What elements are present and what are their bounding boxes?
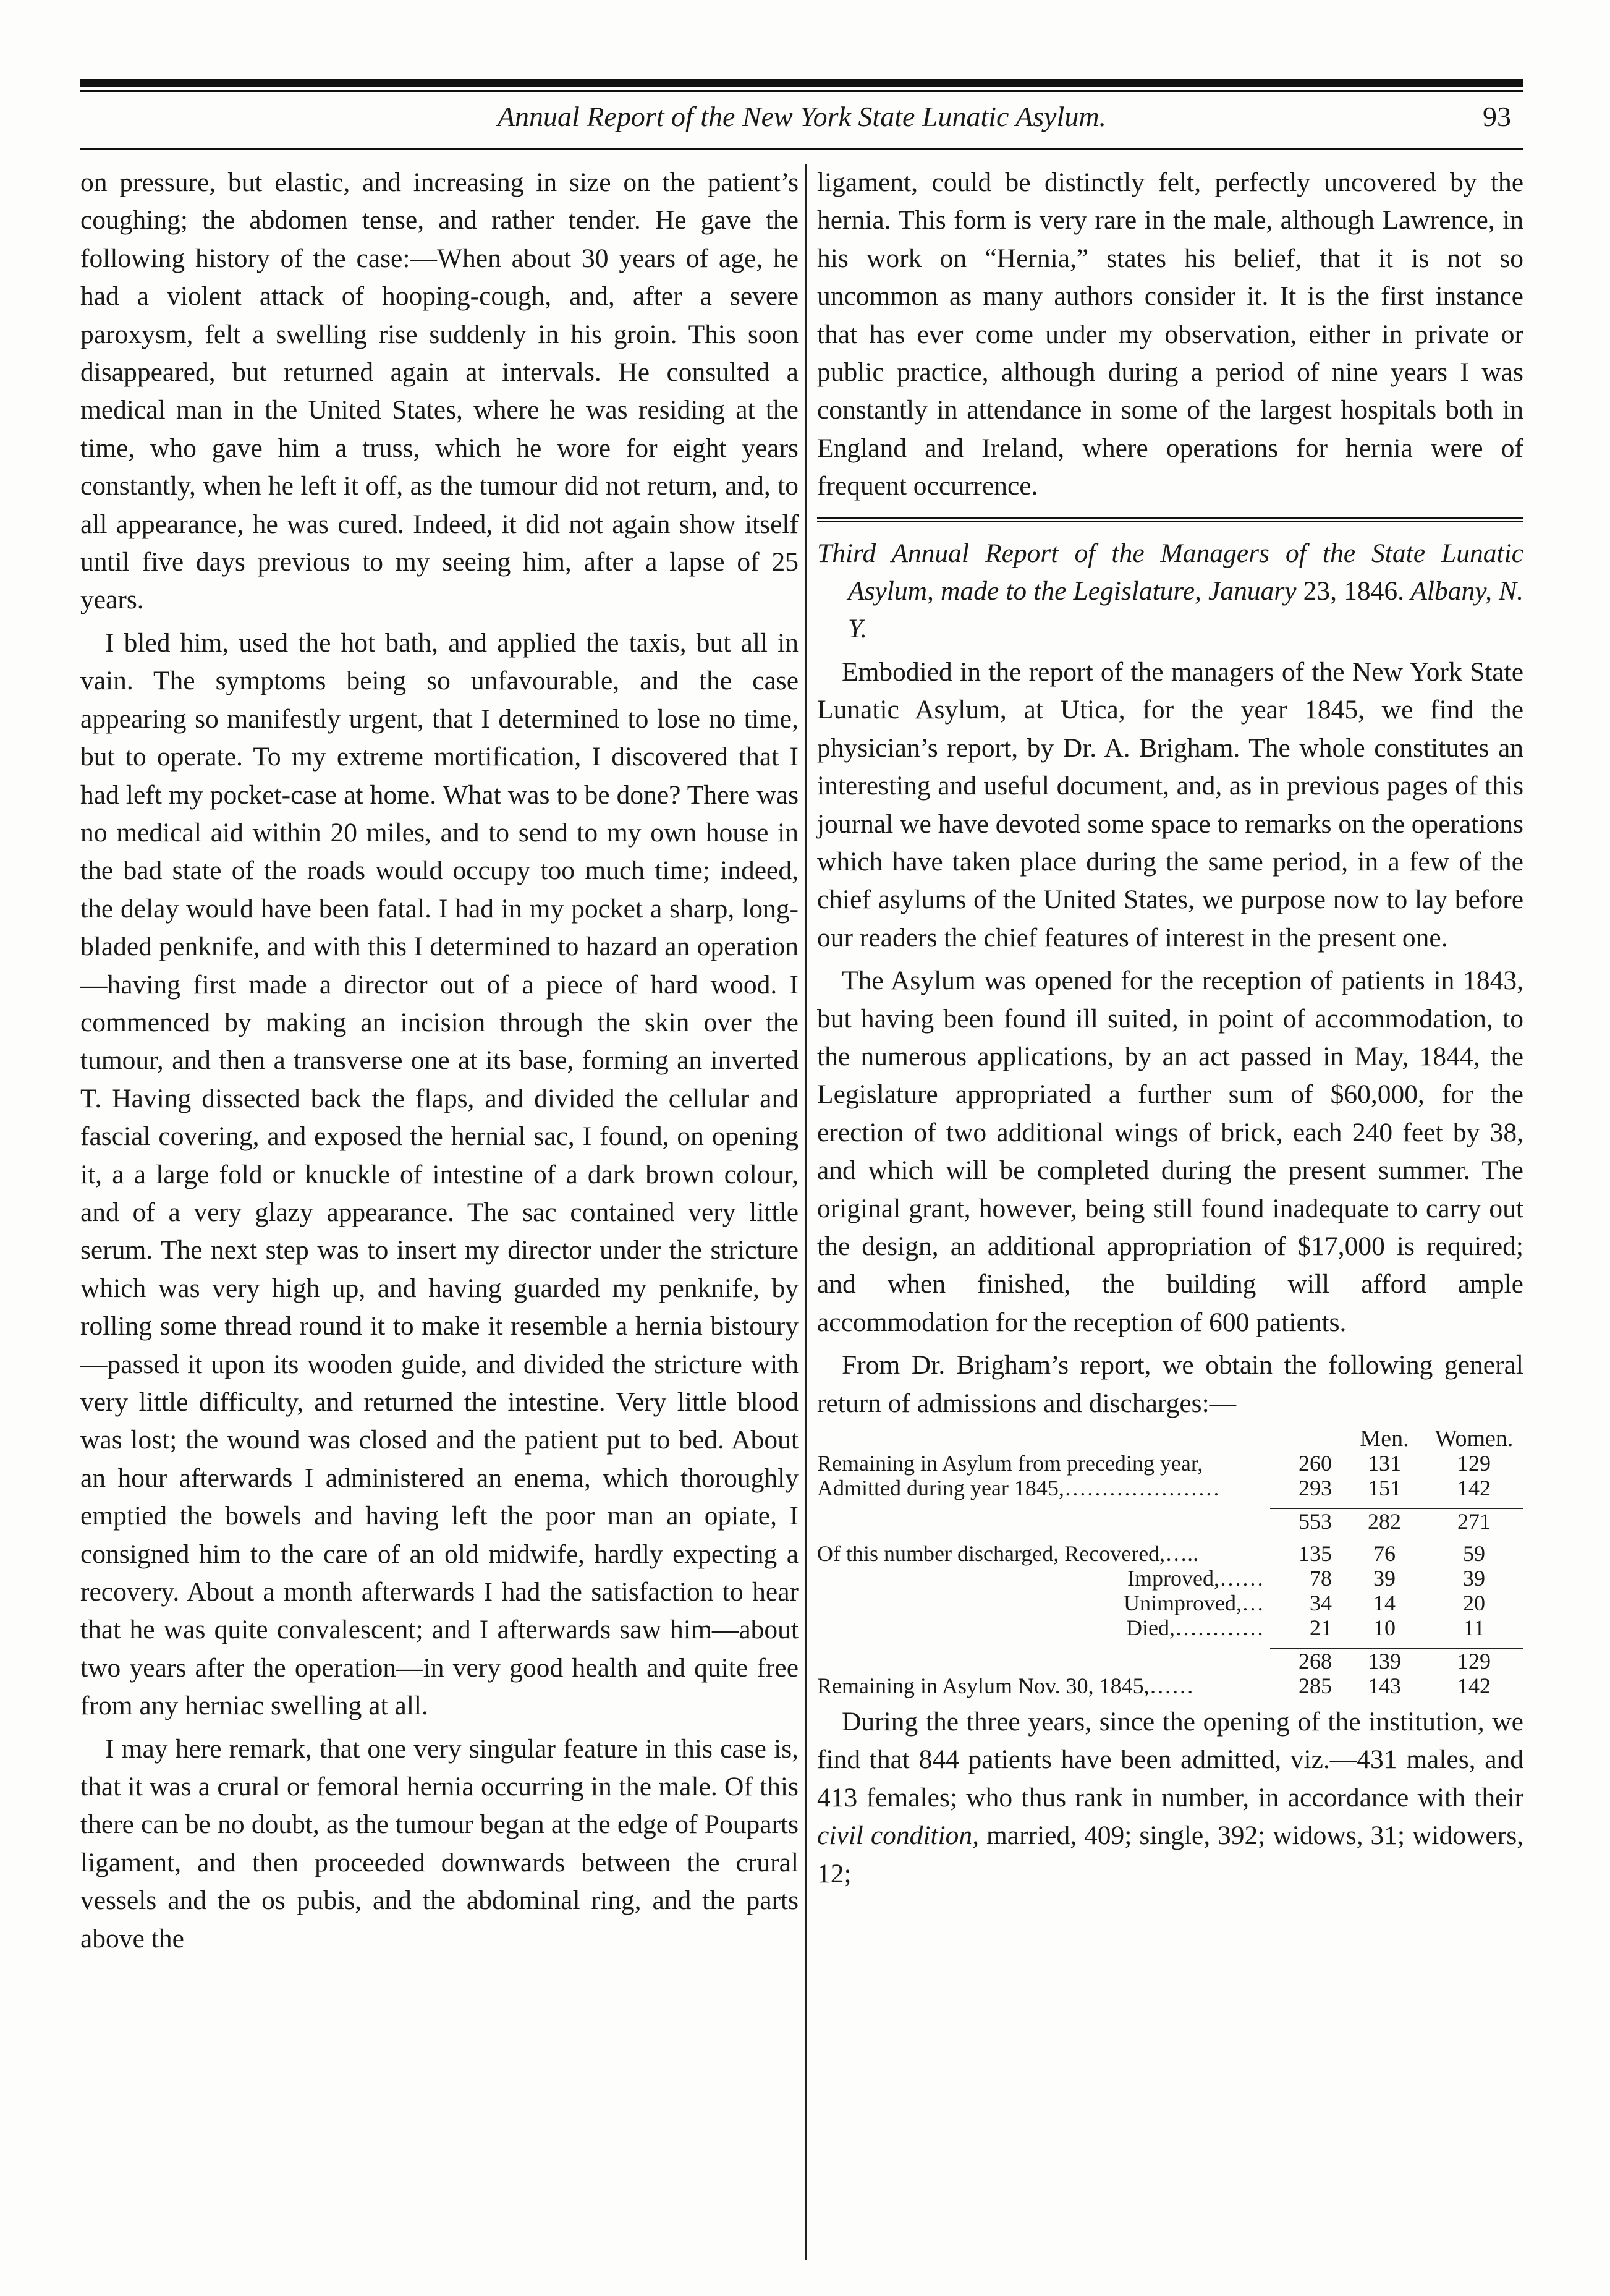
column-divider [805, 164, 807, 2260]
page-header [80, 100, 1523, 143]
table-row: Improved,…… 78 39 39 [817, 1566, 1523, 1591]
right-column [817, 164, 1523, 1893]
left-paragraph-2: I bled him, used the hot bath, and applied the taxis, but all in vain. The symptoms being so unfavourable, and the case appearing so manifestly urgent, that I determined to lose no time, but to operate. To my extreme mortification, I discovered that I had left my pocket-case at home. What was to be done? There was no medical aid within 20 miles, and to send to my own house in the bad state of the roads would occupy too much time; indeed, the delay would have been fatal. I had in my pocket a sharp, long-bladed penknife, and with this I determined to hazard an operation—having first made a director out of a piece of hard wood. I commenced by making an incision through the skin over the tumour, and then a transverse one at its base, forming an inverted T. Having dissected back the flaps, and divided the cellular and fascial covering, and exposed the hernial sac, I found, on opening it, a a large fold or knuckle of intestine of a dark brown colour, and of a very glazy appearance. The sac contained very little serum. The next step was to insert my director under the stricture which was very high up, and having guarded my penknife, by rolling some thread round it to make it resemble a hernia bistoury—passed it upon its wooden guide, and divided the stricture with very little difficulty, and returned the intestine. Very little blood was lost; the wound was closed and the patient put to bed. About an hour afterwards I administered an enema, which thoroughly emptied the bowels and having left the poor man an opiate, I consigned him to the care of an old midwife, hardly expecting a recovery. About a month afterwards I had the satisfaction to hear that he was quite convalescent; and I afterwards saw him—about two years after the operation—in very good health and quite free from any herniac swelling at all. [80, 627, 799, 1721]
review-title [817, 535, 1523, 648]
right-paragraph-2: The Asylum was opened for the reception of patients in 1843, but having been found ill suited, in point of accommodation, to the numerous applications, by an act passed in May, 1844, the Legislature appropriated a further sum of $60,000, for the erection of two additional wings of brick, each 240 feet by 38, and which will be completed during the present summer. The original grant, however, being still found inadequate to carry out the design, an additional appropriation of $17,000 is required; and when finished, the building will afford ample accommodation for the reception of 600 patients. [817, 966, 1523, 1337]
right-paragraph-3: From Dr. Brigham’s report, we obtain the following general return of admissions and discharges:— [817, 1350, 1523, 1418]
left-column [80, 164, 799, 1958]
right-continuation: ligament, could be distinctly felt, perfectly uncovered by the hernia. This form is very rare in the male, although Lawrence, in his work on “Hernia,” states his belief, that it is not so uncommon as many authors consider it. It is the first instance that has ever come under my observation, either in private or public practice, although during a period of nine years I was constantly in attendance in some of the largest hospitals both in England and Ireland, where operations for hernia were of frequent occurrence. [817, 168, 1523, 501]
table-row: Died,………… 21 10 11 [817, 1615, 1523, 1640]
page-number: 93 [1483, 101, 1511, 132]
right-paragraph-1: Embodied in the report of the managers of the New York State Lunatic Asylum, at Utica, for the year 1845, we find the physician’s report, by Dr. A. Brigham. The whole constitutes an interesting and useful document, and, as in previous pages of this journal we have devoted some space to remarks on the operations which have taken place during the same period, in a few of the chief asylums of the United States, we purpose now to lay before our readers the chief features of interest in the present one. [817, 657, 1523, 953]
section-thin-rule [817, 521, 1523, 522]
review-title-date: 23, 1846. [1303, 576, 1405, 606]
review-title-text: Third Annual Report of the Managers of the State Lunatic Asylum, made to the Legislature, January [817, 538, 1523, 606]
top-thin-rule [80, 90, 1523, 92]
table-row: Remaining in Asylum from preceding year, 260 131 129 [817, 1451, 1491, 1476]
row-label: Remaining in Asylum from preceding year, [817, 1451, 1203, 1476]
table-row: Admitted during year 1845,………………… 293 151 142 [817, 1476, 1491, 1500]
row-label: Of this number discharged, Recovered,….. [817, 1541, 1199, 1566]
table-row: Unimproved,… 34 14 20 [817, 1591, 1523, 1615]
admissions-table [817, 1426, 1523, 1698]
table-header-row [817, 1426, 1523, 1451]
header-women: Women. [1434, 1426, 1514, 1452]
row-label: Unimproved,… [1124, 1591, 1264, 1615]
top-heavy-rule [80, 79, 1523, 87]
review-title-place: Albany, N. Y. [848, 576, 1523, 644]
table-row: Of this number discharged, Recovered,….. 135 76 59 [817, 1541, 1485, 1566]
row-label: Admitted during year 1845,………………… [817, 1476, 1220, 1500]
row-label: Remaining in Asylum Nov. 30, 1845,…… [817, 1673, 1194, 1698]
left-paragraph-3: I may here remark, that one very singular feature in this case is, that it was a crural or femoral hernia occurring in the male. Of this there can be no doubt, as the tumour began at the edge of Pouparts ligament, and then proceeded downwards between the crural vessels and the os pubis, and the abdominal ring, and the parts above the [80, 1733, 799, 1954]
table-row: 553 282 271 [817, 1508, 1523, 1534]
header-men: Men. [1360, 1426, 1409, 1452]
row-label: Improved,…… [1127, 1566, 1264, 1591]
right-paragraph-final: During the three years, since the opening of the institution, we find that 844 patients have been admitted, viz.—431 males, and 413 females; who thus rank in number, in accordance with their civil condition, married, 409; single, 392; widows, 31; widowers, 12; [817, 1707, 1524, 1889]
running-title: Annual Report of the New York State Lunatic Asylum. [497, 101, 1107, 132]
section-rule [817, 517, 1523, 519]
left-paragraph-1: on pressure, but elastic, and increasing in size on the patient’s coughing; the abdomen tense, and rather tender. He gave the following history of the case:—When about 30 years of age, he had a violent attack of hooping-cough, and, after a severe paroxysm, felt a swelling rise suddenly in his groin. This soon disappeared, but returned again at intervals. He consulted a medical man in the United States, where he was residing at the time, who gave him a truss, which he wore for eight years constantly, when he left it off, as the tumour did not return, and, to all appearance, he was cured. Indeed, it did not again show itself until five days previous to my seeing him, after a lapse of 25 years. [80, 168, 799, 615]
table-row: Remaining in Asylum Nov. 30, 1845,…… 285 143 142 [817, 1673, 1491, 1698]
table-row: 268 139 129 [817, 1648, 1523, 1673]
header-rule [80, 148, 1523, 150]
row-label: Died,………… [1126, 1615, 1264, 1640]
